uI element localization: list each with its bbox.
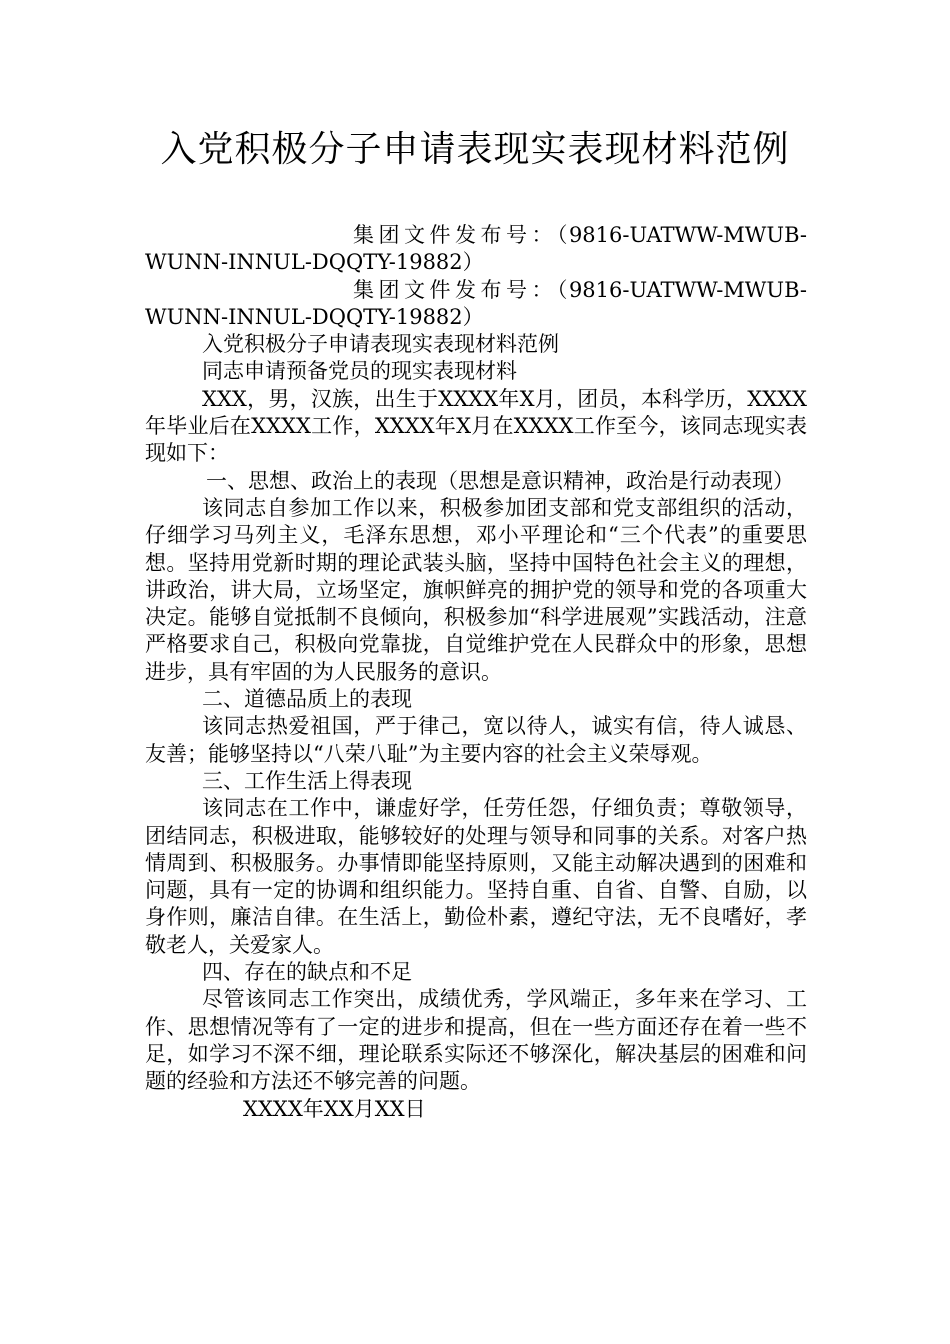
document-heading: 同志申请预备党员的现实表现材料 [202,359,517,384]
section-1-title: 一、思想、政治上的表现（思想是意识精神，政治是行动表现） [206,468,794,493]
section-4-title: 四、存在的缺点和不足 [202,960,412,985]
doc-number-label: 集团文件发布号： [353,223,557,247]
section-3-title: 三、工作生活上得表现 [202,768,412,793]
doc-number-line [145,277,807,332]
section-1-body: 该同志自参加工作以来，积极参加团支部和党支部组织的活动，仔细学习马列主义，毛泽东思想，邓小平理论和“三个代表”的重要思想。坚持用党新时期的理论武装头脑，坚持中国特色社会主义的理想，讲政治，讲大局，立场坚定，旗帜鲜亮的拥护党的领导和党的各项重大决定。能够自觉抵制不良倾向，积极参加“科学进展观”实践活动，注意严格要求自己，积极向党靠拢，自觉维护党在人民群众中的形象，思想进步，具有牢固的为人民服务的意识。 [145,495,807,684]
document-subtitle: 入党积极分子申请表现实表现材料范例 [202,332,559,357]
document-date: XXXX年XX月XX日 [243,1096,426,1121]
section-3-body: 该同志在工作中，谦虚好学，任劳任怨，仔细负责；尊敬领导，团结同志，积极进取，能够较好的处理与领导和同事的关系。对客户热情周到、积极服务。办事情即能坚持原则，又能主动解决遇到的困难和问题，具有一定的协调和组织能力。坚持自重、自省、自警、自励，以身作则，廉洁自律。在生活上，勤俭朴素，遵纪守法，无不良嗜好，孝敬老人，关爱家人。 [145,796,807,957]
section-4-body: 尽管该同志工作突出，成绩优秀，学风端正，多年来在学习、工作、思想情况等有了一定的进步和提高，但在一些方面还存在着一些不足，如学习不深不细，理论联系实际还不够深化，解决基层的困难和问题的经验和方法还不够完善的问题。 [145,987,807,1094]
doc-number-value: （9816-UATWW-MWUB-WUNN-INNUL-DQQTY-19882） [145,223,808,275]
document-title: 入党积极分子申请表现实表现材料范例 [160,129,790,170]
doc-number-line [145,222,807,277]
intro-paragraph: XXX，男，汉族，出生于XXXX年X月，团员，本科学历，XXXX年毕业后在XXXX工作，XXXX年X月在XXXX工作至今，该同志现实表现如下： [145,386,807,466]
doc-number-value: （9816-UATWW-MWUB-WUNN-INNUL-DQQTY-19882） [145,277,808,329]
section-2-title: 二、道德品质上的表现 [202,687,412,712]
document-body [145,222,807,1123]
section-2-body: 该同志热爱祖国，严于律己，宽以待人，诚实有信，待人诚恳、友善；能够坚持以“八荣八耻”为主要内容的社会主义荣辱观。 [145,714,807,766]
doc-number-label: 集团文件发布号： [353,277,557,302]
